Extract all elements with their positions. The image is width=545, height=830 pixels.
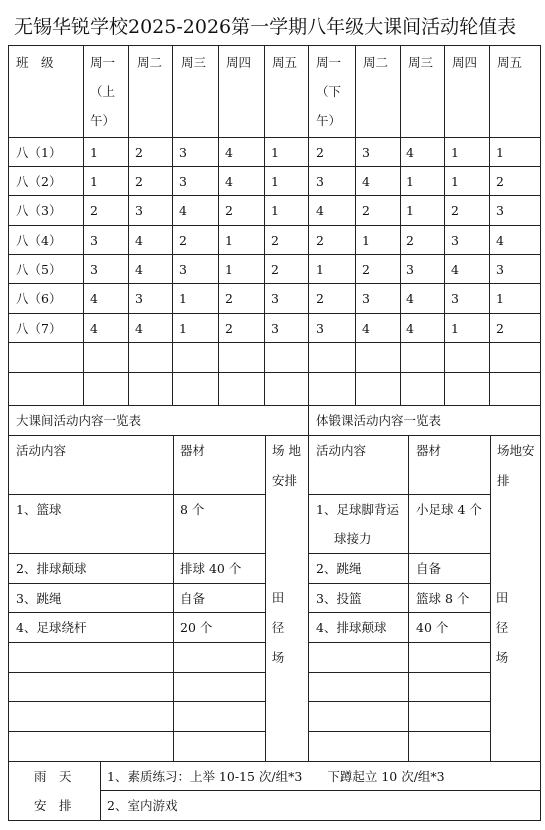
- schedule-cell: 2: [362, 203, 370, 218]
- left-venue-2: 径: [271, 620, 285, 635]
- schedule-cell: 4: [179, 203, 187, 218]
- schedule-cell: 1: [496, 291, 504, 306]
- schedule-cell: 3: [271, 291, 279, 306]
- schedule-cell: 4: [406, 145, 414, 160]
- left-item-4-content: 4、足球绕杆: [16, 620, 87, 635]
- schedule-cell: 3: [179, 262, 187, 277]
- right-item-1-content: 1、足球脚背运: [316, 502, 399, 517]
- header-pm-mon: 周一: [316, 55, 342, 70]
- schedule-cell: 1: [179, 291, 187, 306]
- left-item-2-content: 2、排球颠球: [16, 561, 87, 576]
- schedule-cell: 3: [179, 174, 187, 189]
- schedule-cell: 3: [179, 145, 187, 160]
- left-list-title: 大课间活动内容一览表: [16, 413, 142, 428]
- left-item-2-equipment: 排球 40 个: [180, 561, 242, 576]
- schedule-cell: 2: [135, 174, 143, 189]
- row-class-label: 八（7）: [16, 321, 62, 336]
- right-header-equipment: 器材: [416, 443, 442, 458]
- schedule-cell: 4: [135, 233, 143, 248]
- schedule-cell: 4: [406, 321, 414, 336]
- page-title: 无锡华锐学校2025-2026第一学期八年级大课间活动轮值表: [14, 16, 517, 38]
- header-class: 班 级: [16, 55, 54, 70]
- header-am-mon: 周一: [90, 55, 116, 70]
- schedule-cell: 2: [225, 321, 233, 336]
- right-venue-2: 径: [495, 620, 509, 635]
- row-class-label: 八（3）: [16, 203, 62, 218]
- schedule-cell: 1: [271, 203, 279, 218]
- rainy-line-2: 2、室内游戏: [107, 798, 178, 813]
- schedule-cell: 2: [225, 203, 233, 218]
- right-item-1-equipment: 小足球 4 个: [416, 502, 482, 517]
- schedule-cell: 4: [225, 174, 233, 189]
- right-list-title: 体锻课活动内容一览表: [316, 413, 442, 428]
- right-item-4-equipment: 40 个: [416, 620, 449, 635]
- left-header-venue-2: 安排: [272, 473, 298, 488]
- schedule-cell: 4: [90, 321, 98, 336]
- right-item-1-content-2: 球接力: [334, 531, 372, 546]
- schedule-cell: 1: [451, 145, 459, 160]
- right-item-2-equipment: 自备: [416, 561, 442, 576]
- row-class-label: 八（5）: [16, 262, 62, 277]
- rainy-label-bottom: 安 排: [34, 798, 72, 813]
- header-pm-wed: 周三: [408, 55, 434, 70]
- right-item-3-equipment: 篮球 8 个: [416, 591, 470, 606]
- header-pm-tue: 周二: [363, 55, 389, 70]
- schedule-cell: 1: [179, 321, 187, 336]
- schedule-cell: 3: [451, 291, 459, 306]
- schedule-cell: 2: [496, 174, 504, 189]
- right-venue-1: 田: [495, 590, 509, 605]
- right-header-content: 活动内容: [316, 443, 367, 458]
- schedule-cell: 1: [406, 174, 414, 189]
- schedule-cell: 3: [316, 174, 324, 189]
- schedule-cell: 1: [225, 233, 233, 248]
- header-pm-thu: 周四: [452, 55, 478, 70]
- schedule-cell: 1: [90, 145, 98, 160]
- schedule-cell: 3: [496, 203, 504, 218]
- schedule-cell: 2: [316, 291, 324, 306]
- schedule-cell: 4: [225, 145, 233, 160]
- right-header-venue: 场地安: [497, 443, 535, 458]
- schedule-cell: 4: [135, 321, 143, 336]
- schedule-cell: 1: [90, 174, 98, 189]
- schedule-cell: 2: [362, 262, 370, 277]
- right-venue-3: 场: [495, 650, 509, 665]
- schedule-cell: 3: [316, 321, 324, 336]
- schedule-cell: 2: [316, 145, 324, 160]
- right-item-4-content: 4、排球颠球: [316, 620, 387, 635]
- right-item-3-content: 3、投篮: [316, 591, 362, 606]
- schedule-cell: 2: [271, 262, 279, 277]
- schedule-cell: 2: [451, 203, 459, 218]
- schedule-cell: 3: [406, 262, 414, 277]
- header-am-tue: 周二: [137, 55, 163, 70]
- schedule-cell: 1: [271, 145, 279, 160]
- left-venue-3: 场: [271, 650, 285, 665]
- right-header-venue-2: 排: [497, 473, 510, 488]
- schedule-cell: 4: [316, 203, 324, 218]
- schedule-cell: 3: [90, 233, 98, 248]
- row-class-label: 八（2）: [16, 174, 62, 189]
- header-pm-fri: 周五: [497, 55, 523, 70]
- header-pm-mon-2: （下: [316, 84, 342, 99]
- schedule-cell: 1: [451, 174, 459, 189]
- header-am-fri: 周五: [272, 55, 298, 70]
- schedule-cell: 3: [362, 145, 370, 160]
- schedule-cell: 3: [271, 321, 279, 336]
- schedule-cell: 2: [225, 291, 233, 306]
- schedule-cell: 1: [362, 233, 370, 248]
- schedule-cell: 2: [406, 233, 414, 248]
- schedule-cell: 3: [362, 291, 370, 306]
- left-venue-1: 田: [271, 590, 285, 605]
- rainy-label-top: 雨 天: [34, 769, 72, 784]
- left-header-content: 活动内容: [16, 443, 67, 458]
- schedule-cell: 2: [135, 145, 143, 160]
- rainy-line-1: 1、素质练习：上举 10-15 次/组*3 下蹲起立 10 次/组*3: [107, 769, 445, 784]
- schedule-cell: 1: [496, 145, 504, 160]
- schedule-cell: 2: [90, 203, 98, 218]
- header-am-mon-2: （上: [90, 84, 116, 99]
- schedule-cell: 1: [451, 321, 459, 336]
- row-class-label: 八（4）: [16, 233, 62, 248]
- row-class-label: 八（1）: [16, 145, 62, 160]
- schedule-cell: 1: [225, 262, 233, 277]
- schedule-cell: 3: [451, 233, 459, 248]
- left-header-venue: 场 地: [272, 443, 301, 458]
- left-item-3-content: 3、跳绳: [16, 591, 62, 606]
- schedule-cell: 2: [316, 233, 324, 248]
- left-item-1-equipment: 8 个: [180, 502, 205, 517]
- left-item-3-equipment: 自备: [180, 591, 206, 606]
- schedule-cell: 4: [135, 262, 143, 277]
- schedule-cell: 3: [135, 291, 143, 306]
- left-header-equipment: 器材: [180, 443, 206, 458]
- schedule-cell: 2: [271, 233, 279, 248]
- schedule-cell: 1: [316, 262, 324, 277]
- schedule-cell: 3: [135, 203, 143, 218]
- schedule-cell: 4: [90, 291, 98, 306]
- header-am-mon-3: 午）: [90, 113, 116, 128]
- schedule-cell: 1: [271, 174, 279, 189]
- schedule-cell: 1: [406, 203, 414, 218]
- row-class-label: 八（6）: [16, 291, 62, 306]
- schedule-cell: 2: [179, 233, 187, 248]
- left-item-4-equipment: 20 个: [180, 620, 213, 635]
- schedule-cell: 3: [496, 262, 504, 277]
- schedule-cell: 4: [406, 291, 414, 306]
- header-pm-mon-3: 午）: [316, 113, 342, 128]
- schedule-table: [8, 45, 541, 821]
- left-item-1-content: 1、篮球: [16, 502, 62, 517]
- header-am-wed: 周三: [181, 55, 207, 70]
- schedule-cell: 4: [451, 262, 459, 277]
- schedule-cell: 3: [90, 262, 98, 277]
- schedule-cell: 4: [362, 321, 370, 336]
- header-am-thu: 周四: [226, 55, 252, 70]
- schedule-cell: 4: [362, 174, 370, 189]
- right-item-2-content: 2、跳绳: [316, 561, 362, 576]
- schedule-cell: 4: [496, 233, 504, 248]
- schedule-cell: 2: [496, 321, 504, 336]
